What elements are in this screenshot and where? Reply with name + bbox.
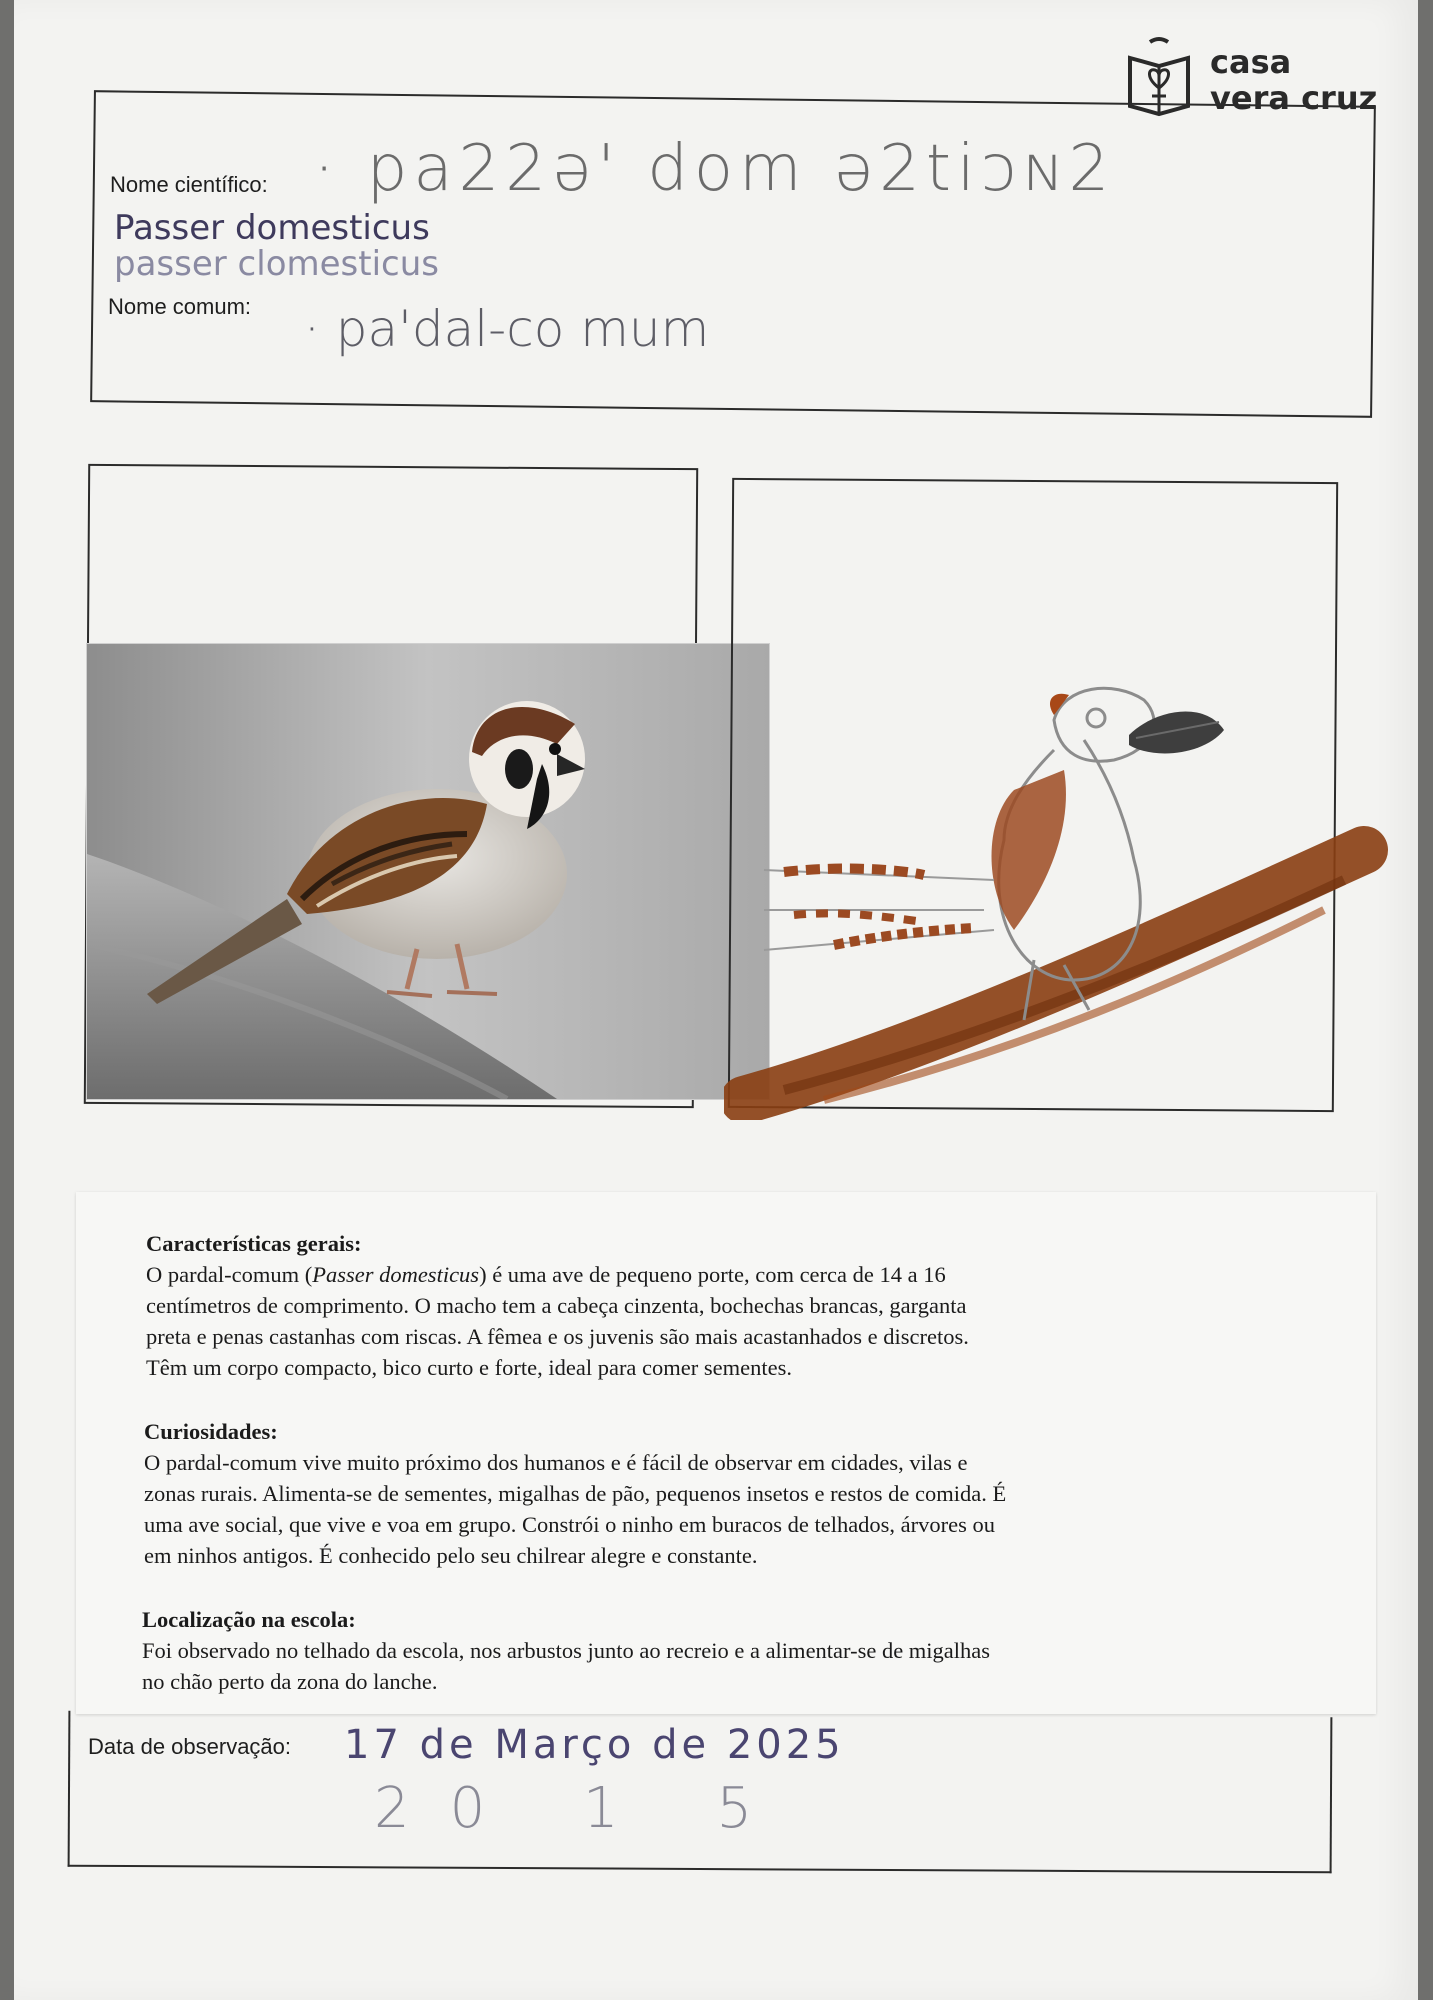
scientific-name-copy-2: passer clomesticus [114,244,439,284]
general-line-1: O pardal-comum (Passer domesticus) é uma ave de pequeno porte, com cerca de 14 a 16 [146,1262,946,1287]
curiosities-line-3: uma ave social, que vive e voa em grupo. Constrói o ninho em buracos de telhados, árvores ou [144,1512,996,1537]
sparrow-photo-image [87,644,769,1099]
location-line-2: no chão perto da zona do lanche. [142,1669,438,1694]
general-title: Características gerais: [146,1231,362,1256]
sparrow-drawing [724,660,1433,1120]
common-name-handwritten: · pa'dal-co mum [304,300,710,358]
date-handwritten: 17 de Março de 2025 [344,1722,845,1768]
curiosities-line-2: zonas rurais. Alimenta-se de sementes, migalhas de pão, pequenos insetos e restos de comida. É [144,1481,1007,1506]
general-line-3: preta e penas castanhas com riscas. A fêmea e os juvenis são mais acastanhados e discretos. [146,1324,969,1349]
location-line-1: Foi observado no telhado da escola, nos arbustos junto ao recreio e a alimentar-se de migalhas [142,1638,991,1663]
scientific-name-italic: Passer domesticus [312,1262,480,1287]
curiosities-line-1: O pardal-comum vive muito próximo dos humanos e é fácil de observar em cidades, vilas e [144,1450,968,1475]
logo-line-1: casa [1210,43,1292,81]
date-copy-handwritten: 20 1 5 [374,1776,793,1841]
scientific-name-copy-1: Passer domesticus [114,208,430,248]
sparrow-photo [86,643,770,1100]
curiosities-title: Curiosidades: [144,1419,278,1444]
location-title: Localização na escola: [142,1607,356,1632]
common-name-label: Nome comum: [108,294,252,319]
scientific-name-handwritten: · pa22ə' dom ə2tiɔɴ2 [314,132,1116,206]
curiosities-section [144,1416,1274,1571]
scientific-name-label: Nome científico: [110,172,268,197]
general-line-2: centímetros de comprimento. O macho tem a cabeça cinzenta, bochechas brancas, garganta [146,1293,967,1318]
general-line-4: Têm um corpo compacto, bico curto e forte, ideal para comer sementes. [146,1355,792,1380]
logo-line-2: vera cruz [1210,79,1378,117]
worksheet-sheet [14,0,1418,2000]
location-section [142,1604,1272,1697]
text-paper [76,1192,1376,1714]
tail-drawing [764,869,994,950]
branch-drawing [744,850,1364,1100]
date-label: Data de observação: [88,1734,292,1759]
general-characteristics-section [146,1228,1276,1383]
curiosities-line-4: em ninhos antigos. É conhecido pelo seu chilrear alegre e constante. [144,1543,758,1568]
